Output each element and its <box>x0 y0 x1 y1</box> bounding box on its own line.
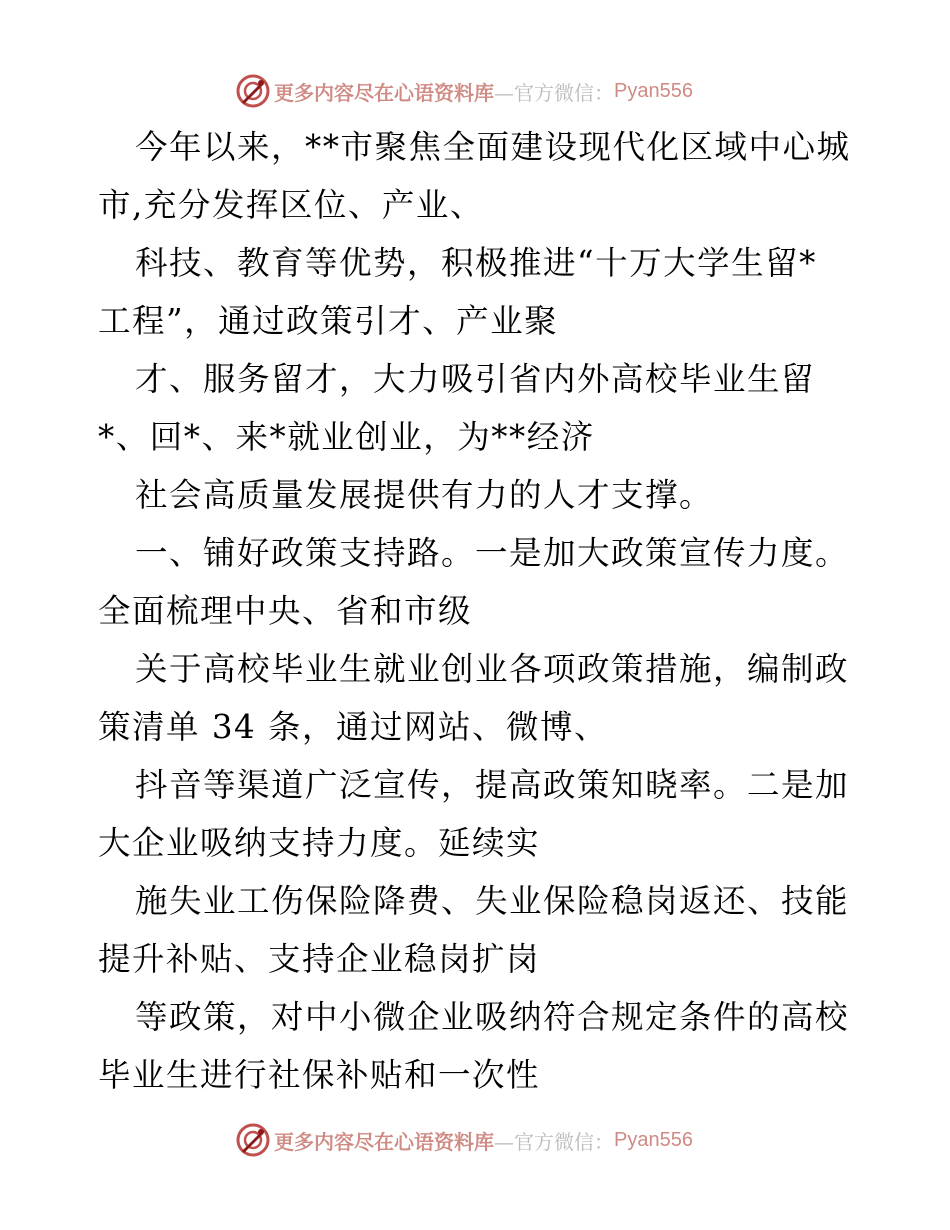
body-line: *、回*、来*就业创业，为**经济 <box>98 418 595 456</box>
body-line: 关于高校毕业生就业创业各项政策措施，编制政 <box>135 650 850 688</box>
body-line: 抖音等渠道广泛宣传，提高政策知晓率。二是加 <box>135 766 850 804</box>
body-line: 全面梳理中央、省和市级 <box>98 592 473 630</box>
watermark-separator: —官方微信： <box>494 80 614 105</box>
logo-icon <box>236 74 270 108</box>
watermark-site: 更多内容尽在心语资料库 <box>274 80 494 105</box>
logo-icon <box>236 1123 270 1157</box>
watermark-id: Pyan556 <box>614 1128 693 1151</box>
body-line: 大企业吸纳支持力度。延续实 <box>98 824 541 862</box>
body-line: 市,充分发挥区位、产业、 <box>98 186 484 224</box>
body-line: 今年以来，**市聚焦全面建设现代化区域中心城 <box>135 128 851 166</box>
watermark-id: Pyan556 <box>614 79 693 102</box>
body-line: 等政策，对中小微企业吸纳符合规定条件的高校 <box>135 998 850 1036</box>
body-line: 提升补贴、支持企业稳岗扩岗 <box>98 940 541 978</box>
watermark-site: 更多内容尽在心语资料库 <box>274 1129 494 1154</box>
watermark-footer <box>236 1122 693 1158</box>
body-line: 一、铺好政策支持路。一是加大政策宣传力度。 <box>135 534 850 572</box>
document-body <box>98 118 858 1104</box>
watermark-header <box>236 73 693 109</box>
body-line: 社会高质量发展提供有力的人才支撑。 <box>135 476 714 514</box>
watermark-separator: —官方微信： <box>494 1129 614 1154</box>
body-line: 策清单 34 条，通过网站、微博、 <box>98 708 609 746</box>
body-line: 施失业工伤保险降费、失业保险稳岗返还、技能 <box>135 882 850 920</box>
body-line: 科技、教育等优势，积极推进“十万大学生留* <box>135 244 817 282</box>
body-line: 工程”，通过政策引才、产业聚 <box>98 302 559 340</box>
body-line: 毕业生进行社保补贴和一次性 <box>98 1056 541 1094</box>
body-line: 才、服务留才，大力吸引省内外高校毕业生留 <box>135 360 816 398</box>
